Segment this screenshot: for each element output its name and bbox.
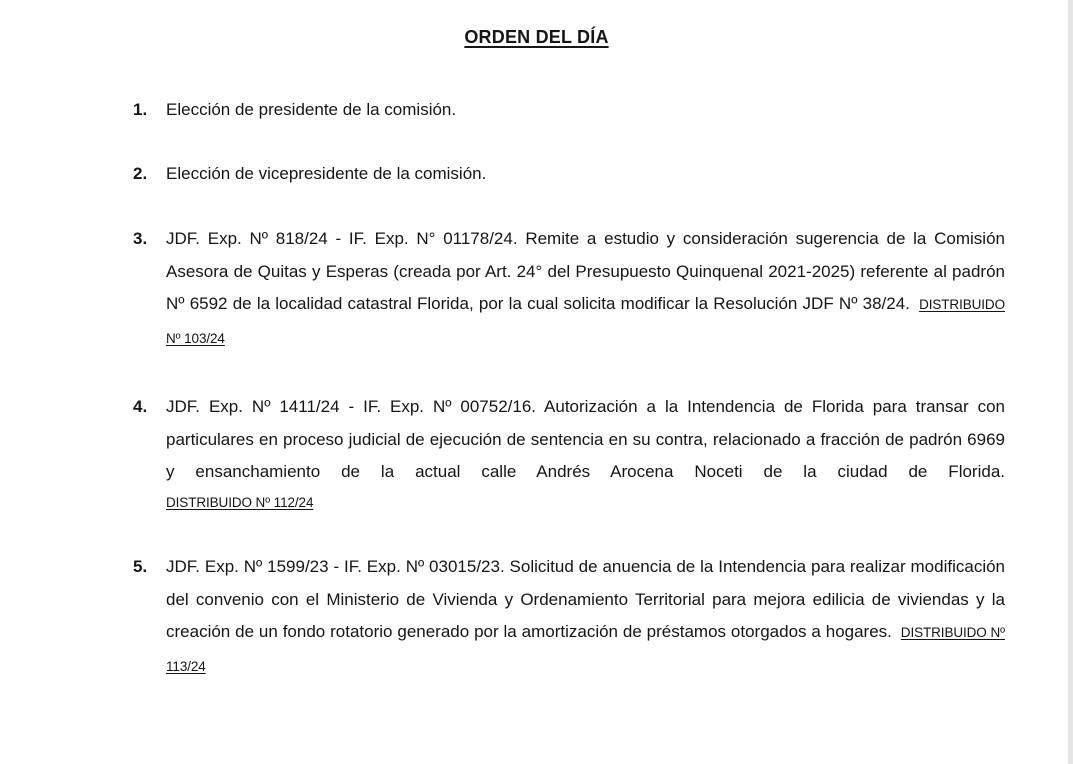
agenda-item-3 [133,223,1005,355]
item-body [166,551,1005,683]
page-edge-shadow [1068,0,1073,764]
item-distribuido-line [166,489,1005,516]
item-text: Elección de vicepresidente de la comisión. [166,164,487,183]
agenda-item-4 [133,391,1005,516]
page-title-text: ORDEN DEL DÍA [464,27,609,47]
distribuido-reference: DISTRIBUIDO Nº 103/24 [166,297,1005,346]
item-number: 4. [133,397,148,416]
item-number: 2. [133,164,148,183]
item-number: 1. [133,100,148,119]
agenda-item-1 [133,94,1005,127]
distribuido-reference: DISTRIBUIDO Nº 113/24 [166,625,1005,674]
page-title [0,27,1073,48]
item-text: Elección de presidente de la comisión. [166,100,457,119]
item-text: JDF. Exp. Nº 1599/23 - IF. Exp. Nº 03015/23. Solicitud de anuencia de la Intendencia para realizar modificación del convenio con el Ministerio de Vivienda y Ordenamiento Territorial para mejora edilicia de viviendas y la creación de un fondo rotatorio generado por la amortización de préstamos otorgados a hogares. [166,557,1005,641]
distribuido-reference: DISTRIBUIDO Nº 112/24 [166,494,314,510]
agenda-item-5 [133,551,1005,683]
item-text: JDF. Exp. Nº 818/24 - IF. Exp. N° 01178/24. Remite a estudio y consideración sugerencia de la Comisión Asesora de Quitas y Esperas (creada por Art. 24° del Presupuesto Quinquenal 2021-2025) referente al padrón Nº 6592 de la localidad catastral Florida, por la cual solicita modificar la Resolución JDF Nº 38/24. [166,229,1005,313]
item-text: JDF. Exp. Nº 1411/24 - IF. Exp. Nº 00752/16. Autorización a la Intendencia de Florida para transar con particulares en proceso judicial de ejecución de sentencia en su contra, relacionado a fracción de padrón 6969 y ensanchamiento de la actual calle Andrés Arocena Noceti de la ciudad de Florida. [166,397,1005,481]
item-body [166,223,1005,355]
agenda-item-2 [133,158,1005,191]
item-number: 5. [133,557,148,576]
item-number: 3. [133,229,148,248]
